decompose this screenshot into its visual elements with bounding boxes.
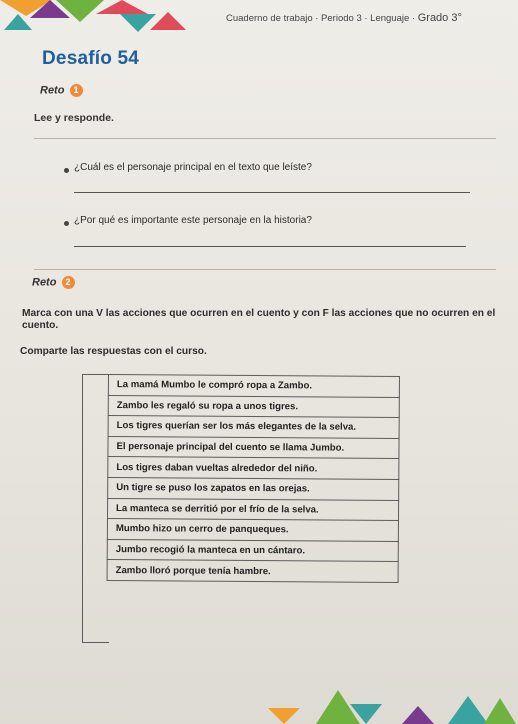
statement-cell: El personaje principal del cuento se llama Jumbo.: [108, 436, 399, 459]
statements-table: [107, 374, 400, 583]
decor-triangle: [484, 698, 516, 724]
decor-triangle: [96, 0, 148, 14]
grade-label: Grado 3°: [417, 12, 462, 24]
questions-box: [34, 138, 496, 270]
table-row: [108, 416, 399, 439]
answer-column[interactable]: [82, 374, 109, 643]
answer-line-1[interactable]: [74, 192, 470, 193]
reto-2-share-instruction: Comparte las respuestas con el curso.: [20, 346, 207, 357]
table-row: [107, 539, 398, 562]
reto-label: Reto: [32, 276, 57, 289]
workbook-header: [226, 12, 462, 24]
decor-triangle: [268, 708, 300, 724]
reto-number-badge: 1: [70, 84, 83, 97]
statement-cell: Zambo lloró porque tenía hambre.: [107, 560, 398, 583]
bullet-icon: [64, 221, 69, 226]
table-row: [107, 498, 398, 521]
reto-2-heading: [32, 276, 75, 289]
page-title: Desafío 54: [42, 48, 140, 69]
question-2: ¿Por qué es importante este personaje en la historia?: [74, 215, 312, 226]
table-row: [108, 395, 399, 418]
statement-cell: Zambo les regaló su ropa a unos tigres.: [108, 395, 399, 418]
table-row: [108, 436, 399, 459]
statement-cell: Jumbo recogió la manteca en un cántaro.: [107, 539, 398, 562]
statement-cell: Mumbo hizo un cerro de panqueques.: [107, 519, 398, 542]
decor-triangle: [4, 14, 32, 30]
question-1: ¿Cuál es el personaje principal en el texto que leíste?: [74, 162, 312, 173]
reto-2-instruction: Marca con una V las acciones que ocurren en el cuento y con F las acciones que no ocurren en el cuento.: [22, 308, 496, 331]
decor-triangle: [150, 12, 186, 30]
table-row: [108, 477, 399, 500]
statement-cell: La mamá Mumbo le compró ropa a Zambo.: [108, 375, 399, 398]
answer-line-2[interactable]: [74, 246, 466, 247]
workbook-label: Cuaderno de trabajo · Periodo 3 · Lenguaje ·: [226, 13, 418, 24]
statement-cell: Un tigre se puso los zapatos en las orejas.: [108, 477, 399, 500]
table-row: [107, 560, 398, 583]
bullet-icon: [64, 168, 69, 173]
table-row: [107, 519, 398, 542]
table-row: [108, 457, 399, 480]
reto-number-badge: 2: [62, 276, 75, 289]
reto-label: Reto: [40, 84, 65, 97]
statement-cell: Los tigres querían ser los más elegantes de la selva.: [108, 416, 399, 439]
decor-triangle: [448, 696, 488, 724]
statement-cell: Los tigres daban vueltas alrededor del niño.: [108, 457, 399, 480]
reto-1-instruction: Lee y responde.: [34, 112, 114, 124]
decor-triangle: [402, 706, 434, 724]
table-row: [108, 375, 399, 398]
decor-triangle: [350, 704, 382, 724]
reto-1-heading: [40, 84, 83, 97]
statement-cell: La manteca se derritió por el frío de la selva.: [107, 498, 398, 521]
